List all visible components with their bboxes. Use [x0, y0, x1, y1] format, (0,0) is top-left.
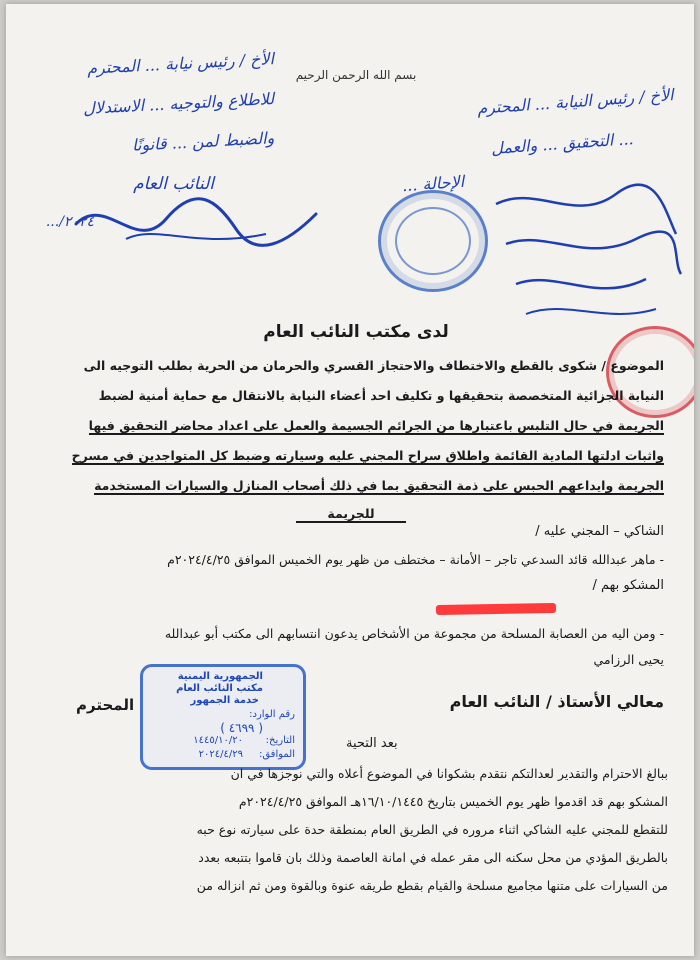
salutation-left: المحترم	[76, 696, 135, 714]
subject-line-4: واثبات ادلتها المادية القائمة واطلاق سراح المجني عليه وسيارته وضبط كل المتواجدين في مسرح	[71, 448, 664, 463]
stamp-date-value: ١٤٤٥/١٠/٢٠	[193, 735, 243, 746]
stamp-republic: الجمهورية اليمنية	[177, 671, 263, 682]
annotation-right-line-1: الأخ / رئيس النيابة ... المحترم	[476, 85, 675, 118]
annotation-left-signature-title: النائب العام	[133, 174, 214, 194]
signature-right-icon	[486, 174, 686, 334]
complainant-value: - ماهر عبدالله قائد السدعي تاجر – الأمانة – مختطف من ظهر يوم الخميس الموافق ٢٠٢٤/٤/٢٥م	[167, 552, 664, 567]
salutation-right: معالي الأستاذ / النائب العام	[449, 692, 664, 711]
annotation-right-line-3: الإحالة ...	[401, 171, 465, 196]
body-line-1: ببالغ الاحترام والتقدير لعدالتكم نتقدم بشكوانا في الموضوع أعلاه والتي نوجزها في ان	[230, 766, 668, 781]
stamp-incoming-label: رقم الوارد:	[249, 709, 295, 720]
document-page	[6, 4, 694, 956]
subject-line-5: الجريمة وايداعهم الحبس على ذمة التحقيق بما في ذلك أصحاب المنازل والسيارات المستخدمة	[94, 478, 664, 493]
stamp-agreed-label: الموافق:	[258, 749, 295, 760]
annotation-right-line-2: ... التحقيق ... والعمل	[490, 129, 635, 158]
subject-line-3: الجريمة في حال التلبس باعتبارها من الجرائم الجسيمة والعمل على اعداد محاضر التحقيق فيها	[88, 418, 664, 433]
subject-line-6: للجريمة	[296, 506, 406, 523]
redaction-mark	[436, 603, 556, 615]
incoming-stamp	[140, 664, 306, 770]
body-line-4: بالطريق المؤدي من محل سكنه الى مقر عمله في امانة العاصمة وذلك بان قاموا بتتبعه بعدد	[198, 850, 668, 865]
basmala: بسم الله الرحمن الرحيم	[295, 68, 417, 82]
accused-line-1: - ومن اليه من العصابة المسلحة من مجموعة من الأشخاص يدعون انتسابهم الى مكتب أبو عبدالله	[164, 626, 664, 641]
subject-line-1: الموضوع / شكوى بالقطع والاختطاف والاحتجاز القسري والحرمان من الحرية بطلب التوجيه الى	[83, 358, 664, 373]
round-seal-stamp	[378, 190, 488, 292]
body-line-5: من السيارات على متنها مجاميع مسلحة والقيام بقطع طريقه عنوة وبالقوة ومن ثم انزاله من	[196, 878, 668, 893]
annotation-left-date: ٢٠٢٤/...	[45, 214, 94, 230]
stamp-incoming-value: ( ٤٦٩٩ )	[220, 721, 263, 735]
complainant-label: الشاكي – المجني عليه /	[535, 524, 664, 539]
greeting: بعد التحية	[346, 736, 398, 751]
stamp-agreed-value: ٢٠٢٤/٤/٢٩	[198, 749, 243, 760]
stamp-office: مكتب النائب العام	[176, 683, 263, 694]
signature-left-icon	[66, 184, 326, 264]
annotation-left-line-3: والضبط لمن ... قانونًا	[131, 128, 275, 155]
accused-line-2: يحيى الرزامي	[593, 652, 664, 667]
subject-line-2: النيابة الجزائية المتخصصة بتحقيقها و تكليف احد أعضاء النيابة بالانتقال مع حماية أمنية لضبط	[98, 388, 664, 403]
body-line-2: المشكو بهم قد اقدموا ظهر يوم الخميس بتاريخ ١٦/١٠/١٤٤٥هـ الموافق ٢٠٢٤/٤/٢٥م	[238, 794, 668, 809]
addressee: لدى مكتب النائب العام	[263, 322, 449, 342]
body-line-3: للتقطع للمجني عليه الشاكي اثناء مروره في الطريق العام بمنطقة حدة على سيارته نوع حبه	[196, 822, 668, 837]
stamp-service: خدمة الجمهور	[190, 695, 259, 706]
annotation-left-line-1: الأخ / رئيس نيابة ... المحترم	[86, 49, 275, 78]
accused-label: المشكو بهم /	[592, 578, 664, 593]
stamp-date-label: التاريخ:	[265, 735, 295, 746]
annotation-left-line-2: للاطلاع والتوجيه ... الاستدلال	[82, 89, 275, 118]
